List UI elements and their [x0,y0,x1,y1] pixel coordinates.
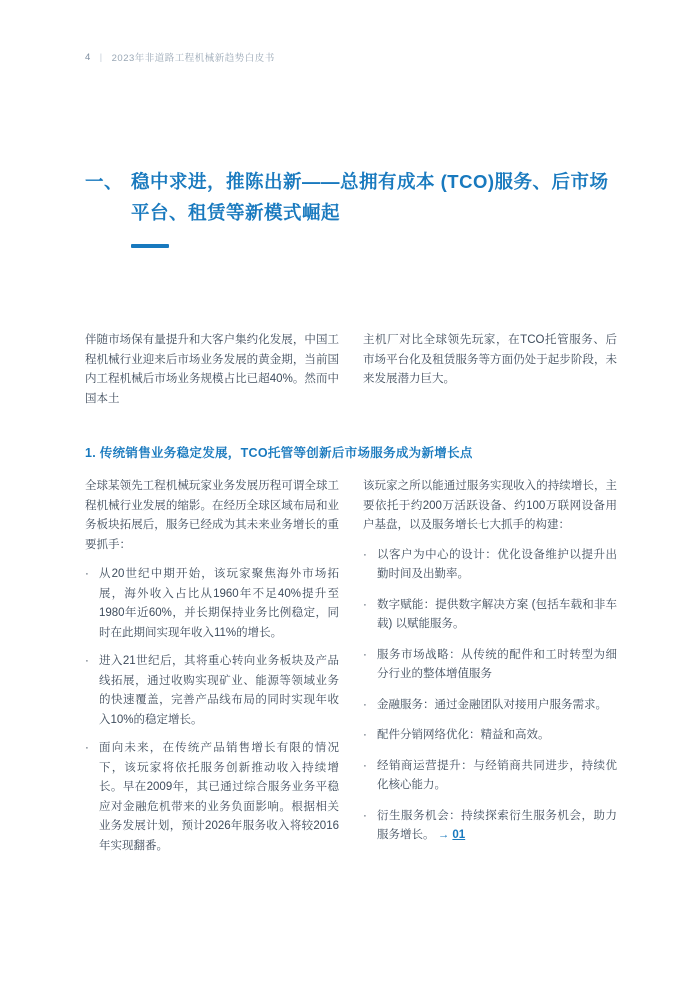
bullet-text: 以客户为中心的设计：优化设备维护以提升出勤时间及出勤率。 [377,548,617,580]
subsection-title: 1. 传统销售业务稳定发展，TCO托管等创新后市场服务成为新增长点 [85,446,473,460]
list-item [363,807,617,846]
bullet-icon: · [363,698,367,711]
cross-reference-number: 01 [452,829,466,841]
list-item [363,696,617,716]
body-left-column [85,477,339,865]
left-intro-paragraph: 全球某领先工程机械玩家业务发展历程可谓全球工程机械行业发展的缩影。在经历全球区域布局和业务板块拓展后，服务已经成为其未来业务增长的重要抓手： [85,480,339,551]
list-item [363,596,617,635]
bullet-icon: · [85,655,89,667]
bullet-text: 数字赋能：提供数字解决方案 (包括车载和非车载) 以赋能服务。 [377,598,617,630]
running-header [85,50,275,64]
bullet-icon: · [363,648,367,661]
chapter-number: 一、 [85,171,124,192]
bullet-text: 服务市场战略：从传统的配件和工时转型为细分行业的整体增值服务 [377,648,617,680]
intro-left-paragraph: 伴随市场保有量提升和大客户集约化发展，中国工程机械行业迎来后市场业务发展的黄金期，当前国内工程机械后市场业务规模占比已超40%。然而中国本土 [85,334,339,405]
chapter-title: 稳中求进，推陈出新——总拥有成本 (TCO)服务、后市场平台、租赁等新模式崛起 [131,171,609,223]
bullet-icon: · [363,729,367,741]
bullet-text-content: 衍生服务机会：持续探索衍生服务机会，助力服务增长。 [377,809,617,841]
list-item [363,646,617,685]
doc-title: 2023年非道路工程机械新趋势白皮书 [111,53,275,64]
bullet-text: 从20世纪中期开始，该玩家聚焦海外市场拓展，海外收入占比从1960年不足40%提升至1980年近60%，并长期保持业务比例稳定，同时在此期间实现年收入11%的增长。 [99,568,339,639]
header-divider: | [99,52,103,62]
chapter-heading [85,166,630,228]
bullet-icon: · [363,759,367,772]
bullet-text: 金融服务：通过金融团队对接用户服务需求。 [377,698,607,711]
list-item [363,757,617,796]
bullet-icon: · [85,568,89,580]
right-bullet-list [363,546,617,846]
intro-columns [85,331,617,409]
list-item [85,565,339,643]
bullet-icon: · [363,598,367,611]
bullet-text: 面向未来，在传统产品销售增长有限的情况下，该玩家将依托服务创新推动收入持续增长。早在2009年，其已通过综合服务业务平稳应对金融危机带来的业务负面影响。根据相关业务发展计划，预计2026年服务收入将较2016年实现翻番。 [99,742,339,852]
bullet-icon: · [85,742,89,754]
body-right-column [363,477,617,865]
arrow-right-icon: → [437,829,450,841]
right-intro-paragraph: 该玩家之所以能通过服务实现收入的持续增长，主要依托于约200万活跃设备、约100万联网设备用户基盘，以及服务增长七大抓手的构建： [363,480,617,531]
list-item [363,546,617,585]
list-item [363,726,617,746]
page-number: 4 [85,51,91,63]
intro-right-paragraph: 主机厂对比全球领先玩家，在TCO托管服务、后市场平台化及租赁服务等方面仍处于起步阶段，未来发展潜力巨大。 [363,334,617,385]
list-item [85,652,339,730]
heading-dash-divider [131,244,169,248]
bullet-icon: · [363,548,367,561]
bullet-text: 经销商运营提升：与经销商共同进步，持续优化核心能力。 [377,759,617,791]
left-bullet-list [85,565,339,856]
bullet-text: 进入21世纪后，其将重心转向业务板块及产品线拓展，通过收购实现矿业、能源等领域业务的快速覆盖，完善产品线布局的同时实现年收入10%的稳定增长。 [99,655,339,726]
bullet-text [377,807,617,846]
bullet-text: 配件分销网络优化：精益和高效。 [377,729,550,741]
bullet-icon: · [363,809,367,822]
list-item [85,739,339,856]
cross-reference-link-01[interactable] [438,829,466,841]
body-columns [85,477,617,865]
